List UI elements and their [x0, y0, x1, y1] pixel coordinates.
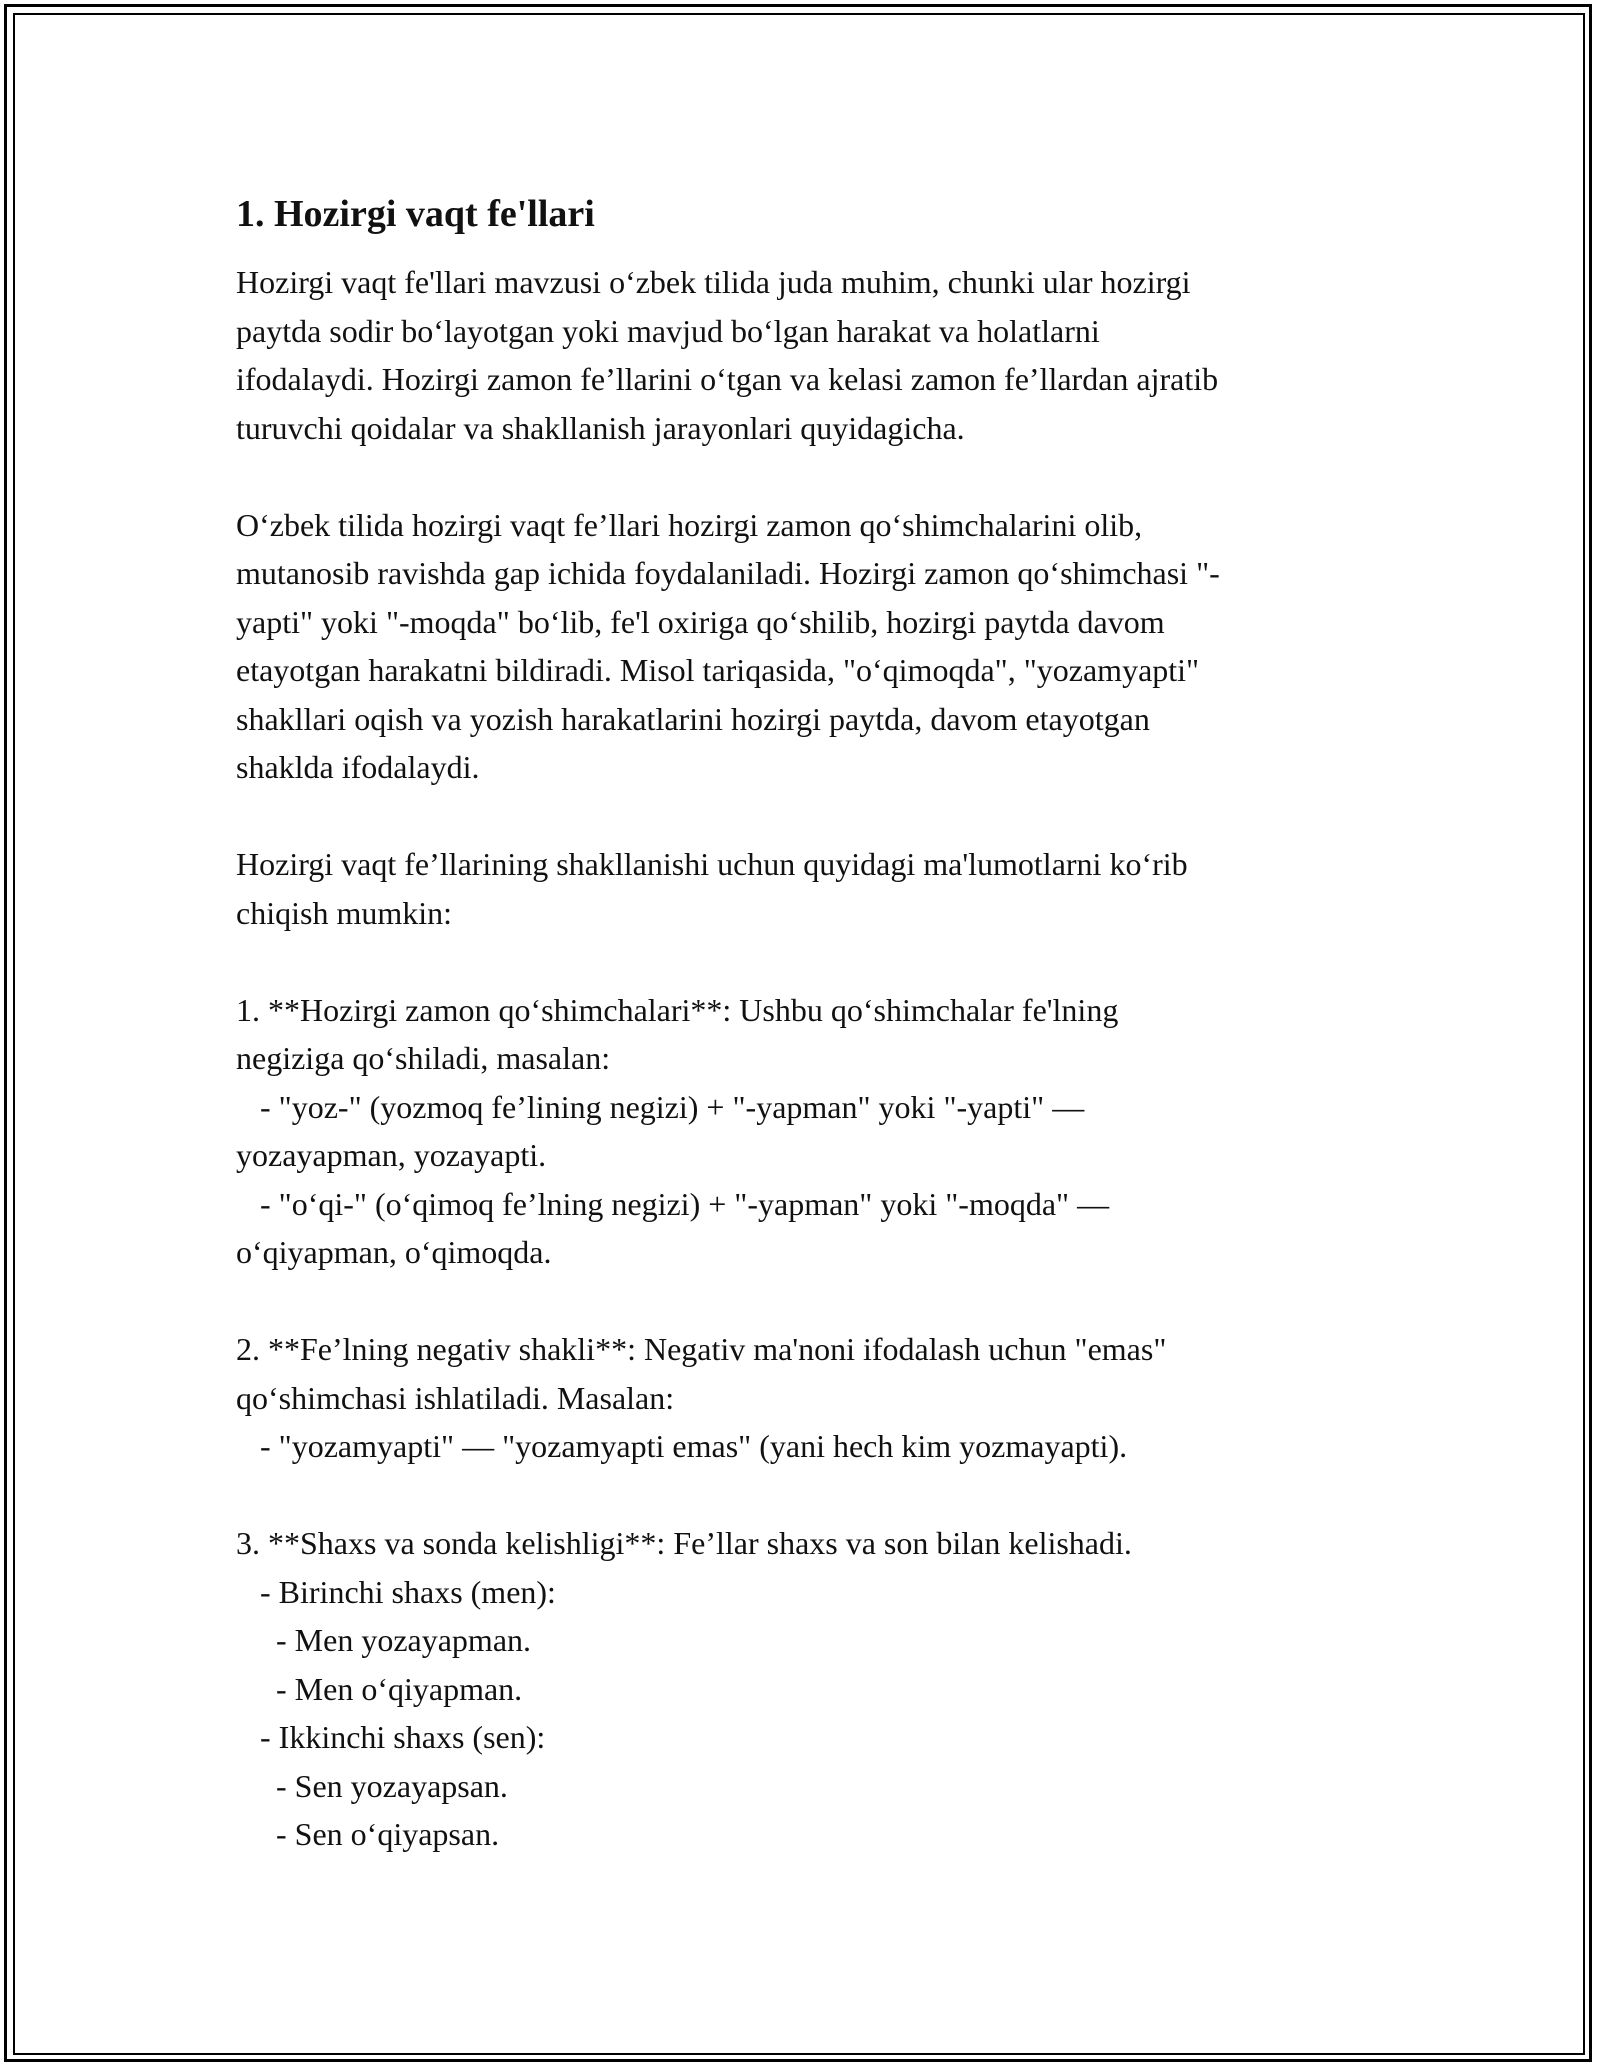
text-line: Hozirgi vaqt fe’llarining shakllanishi uchun quyidagi ma'lumotlarni ko‘rib — [236, 846, 1188, 882]
text-line: - "yoz-" (yozmoq fe’lining negizi) + "-yapman" yoki "-yapti" — — [236, 1088, 1085, 1125]
list-item-3 — [236, 1519, 1366, 1859]
paragraph-formation-intro — [236, 840, 1366, 937]
document-body — [236, 190, 1366, 1907]
text-line: - "o‘qi-" (o‘qimoq fe’lning negizi) + "-yapman" yoki "-moqda" — — [236, 1185, 1110, 1222]
text-line: 3. **Shaxs va sonda kelishligi**: Fe’llar shaxs va son bilan kelishadi. — [236, 1525, 1132, 1561]
text-line: shaklda ifodalaydi. — [236, 749, 480, 785]
list-item-1 — [236, 986, 1366, 1277]
text-line: 2. **Fe’lning negativ shakli**: Negativ ma'noni ifodalash uchun "emas" — [236, 1331, 1167, 1367]
section-title: 1. Hozirgi vaqt fe'llari — [236, 193, 595, 235]
text-line: chiqish mumkin: — [236, 894, 452, 931]
text-line: 1. **Hozirgi zamon qo‘shimchalari**: Ushbu qo‘shimchalar fe'lning — [236, 991, 1119, 1028]
text-line: - Sen o‘qiyapsan. — [236, 1816, 500, 1852]
text-line: qo‘shimchasi ishlatiladi. Masalan: — [236, 1379, 675, 1416]
text-line: turuvchi qoidalar va shakllanish jarayonlari quyidagicha. — [236, 409, 965, 446]
text-line: - Ikkinchi shaxs (sen): — [236, 1719, 546, 1755]
text-line: yapti" yoki "-moqda" bo‘lib, fe'l oxiriga qo‘shilib, hozirgi paytda davom — [236, 603, 1165, 640]
paragraph-intro — [236, 258, 1366, 452]
text-line: - Birinchi shaxs (men): — [236, 1573, 556, 1610]
text-line: - Sen yozayapsan. — [236, 1767, 508, 1804]
text-line: negiziga qo‘shiladi, masalan: — [236, 1040, 611, 1076]
text-line: - Men yozayapman. — [236, 1622, 532, 1658]
text-line: etayotgan harakatni bildiradi. Misol tariqasida, "o‘qimoqda", "yozamyapti" — [236, 652, 1200, 688]
text-line: ifodalaydi. Hozirgi zamon fe’llarini o‘tgan va kelasi zamon fe’llardan ajratib — [236, 361, 1219, 397]
list-item-2 — [236, 1325, 1366, 1471]
text-line: yozayapman, yozayapti. — [236, 1137, 547, 1173]
text-line: O‘zbek tilida hozirgi vaqt fe’llari hozirgi zamon qo‘shimchalarini olib, — [236, 506, 1143, 543]
text-line: mutanosib ravishda gap ichida foydalaniladi. Hozirgi zamon qo‘shimchasi "- — [236, 555, 1220, 591]
text-line: paytda sodir bo‘layotgan yoki mavjud bo‘lgan harakat va holatlarni — [236, 312, 1100, 349]
text-line: shakllari oqish va yozish harakatlarini hozirgi paytda, davom etayotgan — [236, 700, 1150, 737]
text-line: - Men o‘qiyapman. — [236, 1670, 523, 1707]
text-line: - "yozamyapti" — "yozamyapti emas" (yani hech kim yozmayapti). — [236, 1428, 1128, 1464]
paragraph-suffixes — [236, 501, 1366, 792]
text-line: Hozirgi vaqt fe'llari mavzusi o‘zbek tilida juda muhim, chunki ular hozirgi — [236, 264, 1191, 300]
text-line: o‘qiyapman, o‘qimoqda. — [236, 1234, 552, 1270]
